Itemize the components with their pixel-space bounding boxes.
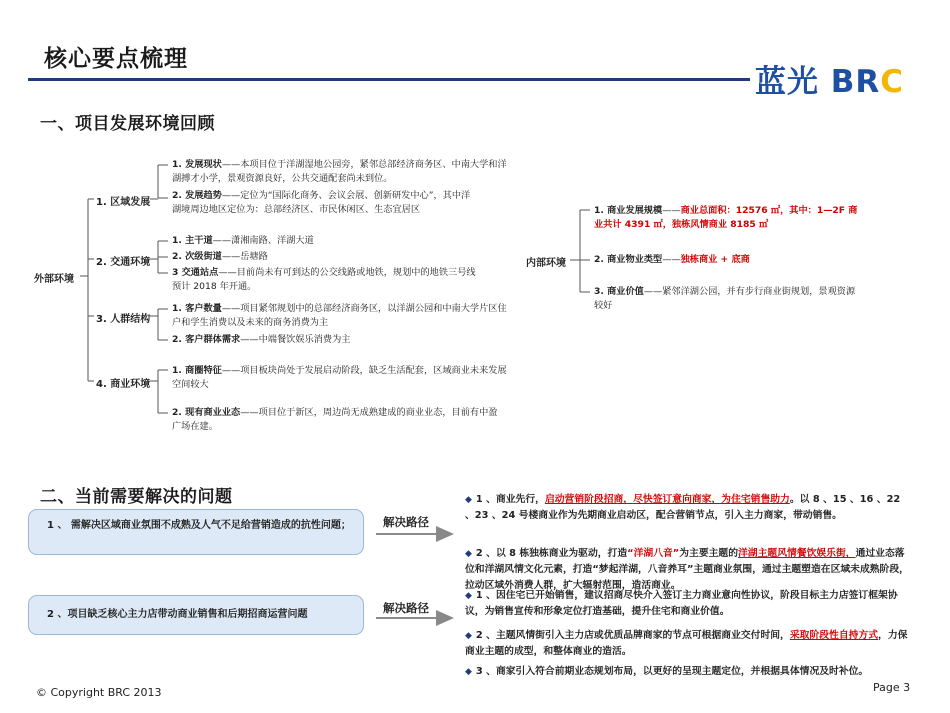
page-title: 核心要点梳理: [44, 46, 188, 72]
item-development-status: 1. 发展现状——本项目位于洋湖湿地公园旁，紧邻总部经济商务区、中南大学和洋湖搏才小学，景观资源良好，公共交通配套尚未到位。: [172, 159, 507, 184]
item-customer-demand: 2. 客户群体需求——中端餐饮娱乐消费为主: [172, 334, 351, 345]
copyright: © Copyright BRC 2013: [36, 686, 162, 699]
item-main-road: 1. 主干道——潇湘南路、洋湖大道: [172, 235, 314, 246]
item-existing-formats: 2. 现有商业业态——项目位于新区，周边尚无成熟建成的商业业态，目前有中盈广场在建。: [172, 407, 498, 432]
item-customer-quantity: 1. 客户数量——项目紧邻规划中的总部经济商务区，以洋湖公园和中南大学片区住户和学生消费以及未来的商务消费为主: [172, 303, 507, 328]
problem-box-2: 2 、项目缺乏核心主力店带动商业销售和后期招商运营问题: [28, 595, 364, 635]
item-development-trend: 2. 发展趋势——定位为“国际化商务、会议会展、创新研发中心”，其中洋湖境周边地区定位为：总部经济区、市民休闲区、生态宜居区: [172, 190, 471, 215]
item-business-district: 1. 商圈特征——项目板块尚处于发展启动阶段，缺乏生活配套，区域商业未来发展空间较大: [172, 365, 507, 390]
solution-path-label-2: 解决路径: [383, 601, 429, 615]
group-label-region: 1. 区域发展: [96, 197, 151, 208]
item-property-type: 2. 商业物业类型——独栋商业 + 底商: [594, 254, 750, 265]
external-environment-label: 外部环境: [34, 274, 74, 285]
solution2-item-3: ◆ 3 、商家引入符合前期业态规划布局，以更好的呈现主题定位，并根据具体情况及时补位。: [465, 666, 869, 677]
internal-environment-label: 内部环境: [526, 258, 566, 269]
item-transit-stations: 3 交通站点——目前尚未有可到达的公交线路或地铁，规划中的地铁三号线预计 2018 年开通。: [172, 267, 476, 292]
item-commercial-scale: 1. 商业发展规模——商业总面积：12576 ㎡，其中：1—2F 商业共计 4391 ㎡，独栋风情商业 8185 ㎡: [594, 205, 858, 230]
solution2-item-2: ◆ 2 、主题风情街引入主力店或优质品牌商家的节点可根据商业交付时间，采取阶段性自持方式，力保商业主题的成型，和整体商业的造活。: [465, 630, 908, 657]
section2-title: 二、当前需要解决的问题: [40, 487, 233, 507]
solution1-item-1: ◆ 1 、商业先行，启动营销阶段招商，尽快签订意向商家，为住宅销售助力。以 8 、15 、16 、22 、23 、24 号楼商业作为先期商业启动区，配合营销节点，引入主力商家，带动销售。: [465, 494, 901, 521]
section1-title: 一、项目发展环境回顾: [40, 114, 215, 134]
problem-box-1: 1 、 需解决区域商业氛围不成熟及人气不足给营销造成的抗性问题；: [28, 509, 364, 555]
item-secondary-street: 2. 次级街道——岳塘路: [172, 251, 268, 262]
item-commercial-value: 3. 商业价值——紧邻洋湖公园，并有步行商业街规划，景观资源较好: [594, 286, 856, 311]
page-number: Page 3: [873, 681, 911, 694]
brc-logo: 蓝光 BRC: [755, 64, 905, 100]
solution2-item-1: ◆ 1 、因住宅已开始销售，建议招商尽快介入签订主力商业意向性协议，阶段目标主力店签订框架协议，为销售宣传和形象定位打造基础，提升住宅和商业价值。: [465, 590, 898, 617]
solution1-item-2: ◆ 2 、以 8 栋独栋商业为驱动，打造“洋湖八音”为主要主题的洋湖主题风情餐饮娱乐街，通过业态落位和洋湖风情文化元素，打造“梦起洋湖，八音养耳”主题商业氛围，通过主题塑造在区域未成熟阶段，拉动区域外消费人群，扩大辐射范围，造活商业。: [465, 548, 909, 591]
solution-path-label-1: 解决路径: [383, 515, 429, 529]
group-label-population: 3. 人群结构: [96, 314, 151, 325]
group-label-traffic: 2. 交通环境: [96, 257, 151, 268]
group-label-commerce: 4. 商业环境: [96, 379, 151, 390]
